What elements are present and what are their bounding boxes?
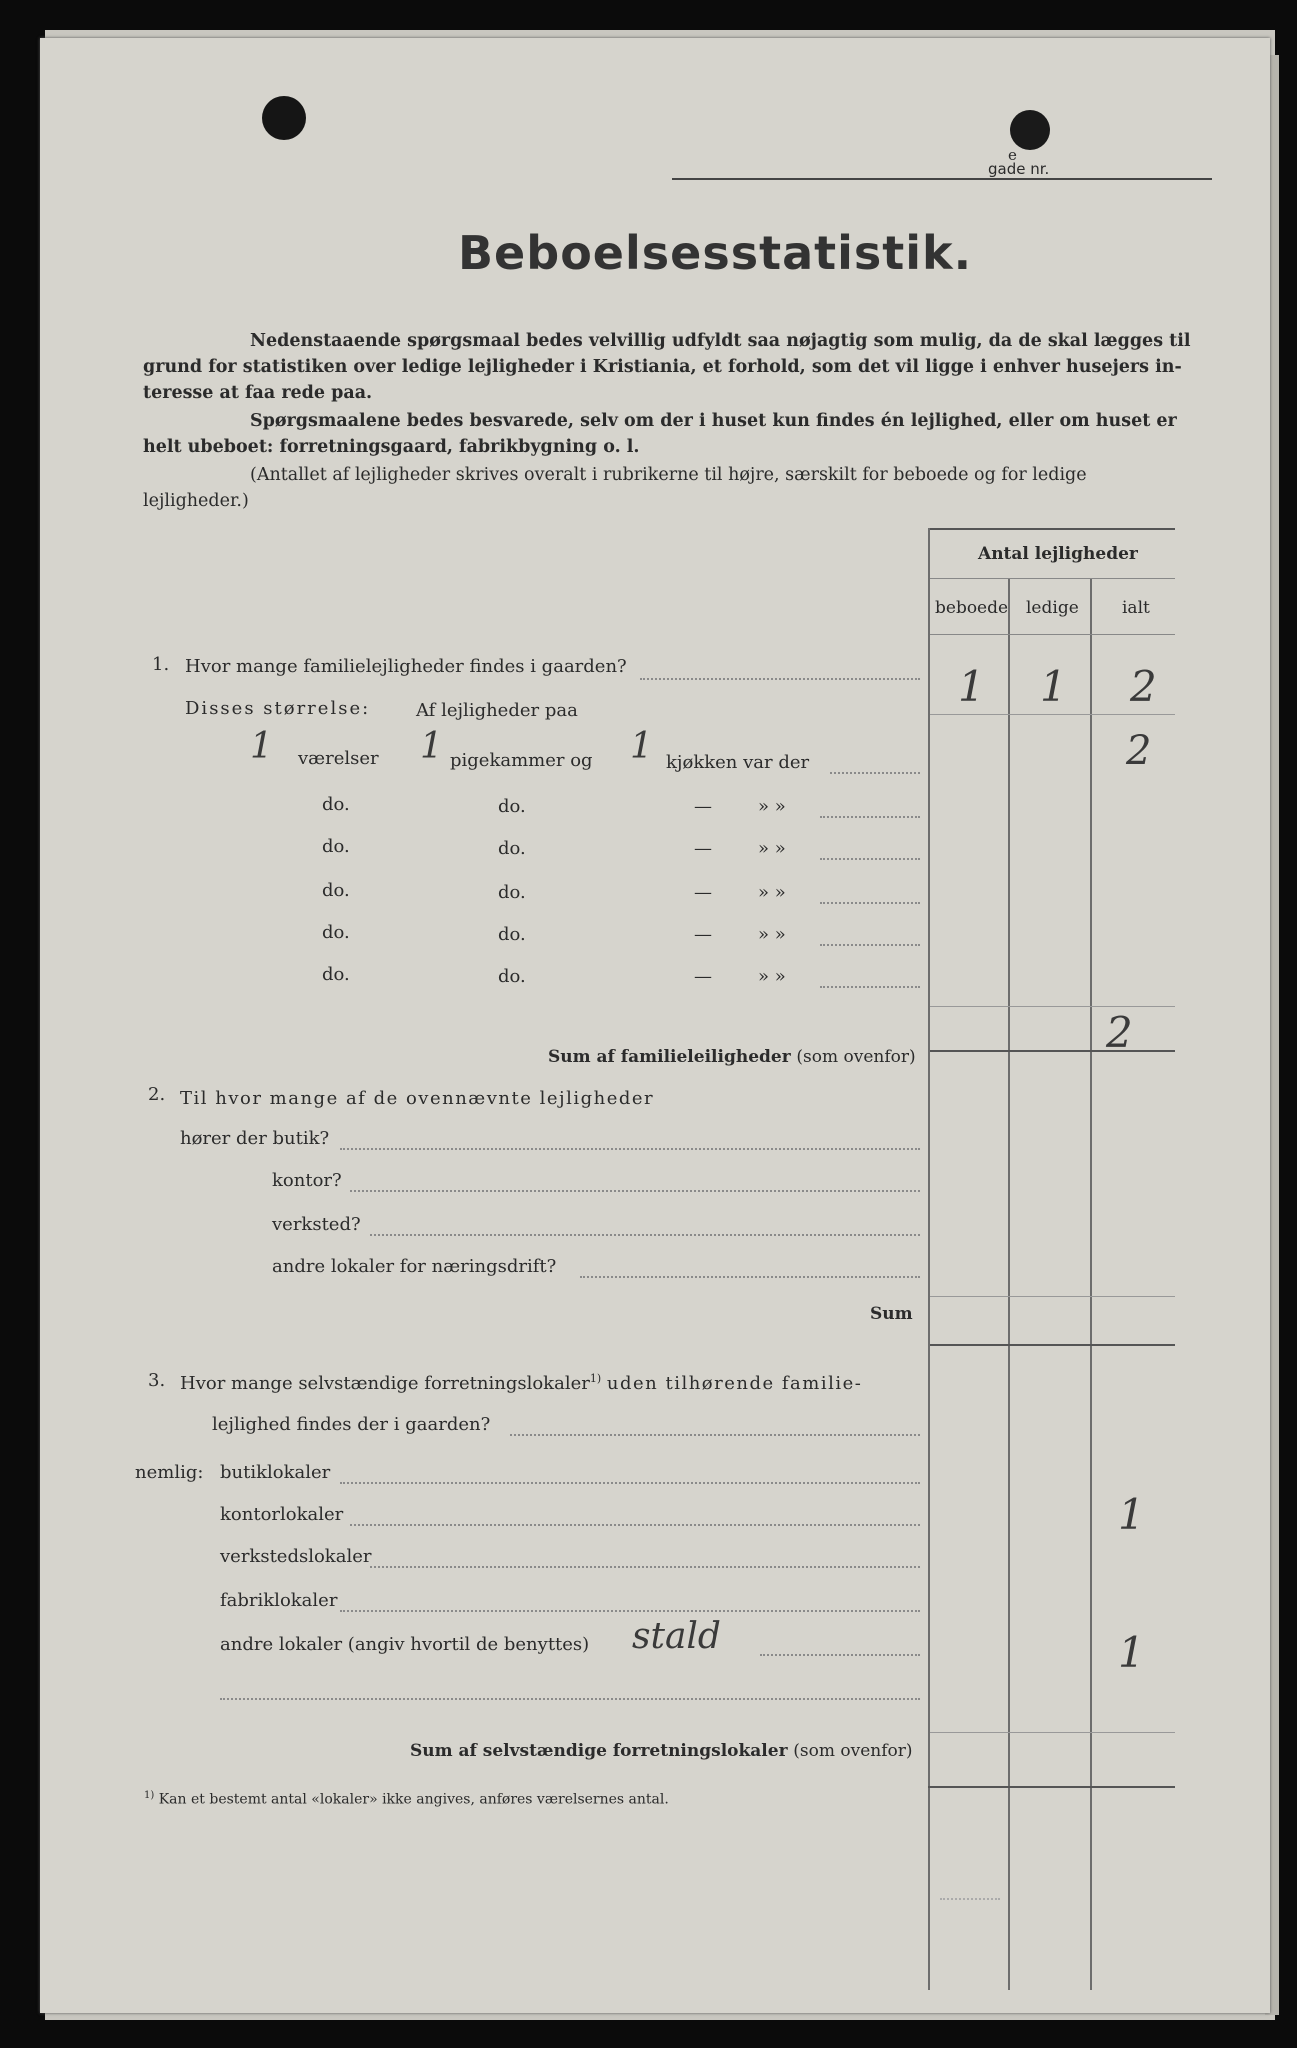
q3-sum-suffix: (som ovenfor) [793, 1741, 913, 1761]
q3-butik-leader [340, 1482, 920, 1484]
q3-fabrik-leader [340, 1610, 920, 1612]
intro-line-1: Nedenstaaende spørgsmaal bedes velvillig udfyldt saa nøjagtig som mulig, da de skal lægges til [250, 331, 1191, 351]
do-row6-quote: » » [758, 966, 786, 987]
q2-sum: Sum [870, 1304, 913, 1324]
do-row6-b: do. [498, 966, 526, 987]
q3-butik: butiklokaler [220, 1462, 331, 1483]
size-row1-ialt[interactable]: 2 [1126, 728, 1152, 774]
do-row5-b: do. [498, 924, 526, 945]
do-row2-quote: » » [758, 796, 786, 817]
q1-sum-text: Sum af familieleiligheder [548, 1047, 791, 1067]
q1-sizes-sub: Af lejligheder paa [416, 700, 578, 721]
q3-verksted: verkstedslokaler [220, 1546, 372, 1567]
q1-leader [640, 678, 920, 680]
table-title: Antal lejligheder [978, 544, 1138, 564]
column-header-beboede: beboede [935, 598, 1009, 618]
q3-question-line2: lejlighed findes der i gaarden? [212, 1414, 491, 1435]
q1-question: Hvor mange familielejligheder findes i gaarden? [185, 656, 627, 677]
intro-line-7: lejligheder.) [143, 491, 249, 511]
q3-kontor-ialt[interactable]: 1 [1118, 1490, 1145, 1539]
intro-line-3: teresse at faa rede paa. [143, 383, 373, 403]
q3-sum-bottom-rule [928, 1786, 1175, 1788]
q1-sizes-label: Disses størrelse: [185, 698, 371, 719]
q2-kontor: kontor? [272, 1170, 342, 1191]
do-row6-a: do. [322, 964, 350, 985]
q2-verksted-leader [370, 1234, 920, 1236]
size-rooms-label: værelser [298, 748, 379, 769]
do-row5-a: do. [322, 922, 350, 943]
q2-andre-leader [580, 1276, 920, 1278]
do-leader-2 [820, 816, 920, 818]
q1-answer-ledige[interactable]: 1 [1040, 662, 1067, 711]
do-row2-b: do. [498, 796, 526, 817]
footnote-mark: 1) [144, 1790, 155, 1801]
q1-sum-top-rule [930, 1006, 1175, 1007]
header-bottom-rule [930, 634, 1175, 635]
q3-question-text: Hvor mange selvstændige forretningslokaler [180, 1373, 590, 1394]
q3-andre-leader [760, 1654, 920, 1656]
q1-sum-suffix: (som ovenfor) [796, 1047, 916, 1067]
do-row3-b: do. [498, 838, 526, 859]
form-page [40, 38, 1270, 2013]
do-row4-a: do. [322, 880, 350, 901]
q2-butik: hører der butik? [180, 1128, 330, 1149]
size-row1-leader [830, 772, 920, 774]
q3-kontor: kontorlokaler [220, 1504, 344, 1525]
do-row5-dash: — [694, 924, 712, 945]
q3-extra-leader [220, 1698, 920, 1700]
q3-question-text-b: uden tilhørende familie- [606, 1373, 863, 1394]
address-line [672, 178, 1212, 180]
q1-sum-ialt[interactable]: 2 [1106, 1008, 1133, 1057]
do-row2-a: do. [322, 794, 350, 815]
column-header-ledige: ledige [1026, 598, 1079, 618]
do-leader-3 [820, 858, 920, 860]
q2-sum-top-rule [930, 1296, 1175, 1297]
q1-sum-bottom-rule [930, 1050, 1175, 1052]
q1-number: 1. [152, 654, 170, 675]
q3-andre-answer[interactable]: stald [632, 1616, 721, 1657]
intro-line-2: grund for statistiken over ledige lejligheder i Kristiania, et forhold, som det vil ligge i enhver husejers in- [143, 357, 1182, 377]
q3-verksted-leader [370, 1566, 920, 1568]
q2-verksted: verksted? [272, 1214, 361, 1235]
intro-line-6: (Antallet af lejligheder skrives overalt i rubrikerne til højre, særskilt for beboede og for ledige [250, 465, 1087, 485]
q2-butik-leader [340, 1148, 920, 1150]
q3-andre: andre lokaler (angiv hvortil de benyttes) [220, 1634, 590, 1655]
q2-number: 2. [148, 1084, 166, 1105]
column-header-ialt: ialt [1122, 598, 1150, 618]
do-row4-quote: » » [758, 882, 786, 903]
do-row3-quote: » » [758, 838, 786, 859]
do-row4-dash: — [694, 882, 712, 903]
q2-question: Til hvor mange af de ovennævnte lejligheder [180, 1088, 655, 1109]
street-label: gade nr. [988, 160, 1050, 178]
size-kitchen-answer[interactable]: 1 [630, 726, 653, 767]
do-row3-a: do. [322, 836, 350, 857]
do-row6-dash: — [694, 966, 712, 987]
q3-kontor-leader [350, 1524, 920, 1526]
col-divider-2 [1090, 578, 1092, 1990]
page-title: Beboelsesstatistik. [458, 226, 973, 280]
size-rooms-answer[interactable]: 1 [250, 726, 273, 767]
q1-sum-label [548, 1046, 916, 1067]
q1-answer-ialt[interactable]: 2 [1130, 662, 1157, 711]
q3-sum-label [410, 1740, 913, 1761]
q3-question-line1 [180, 1372, 862, 1394]
q2-kontor-leader [350, 1190, 920, 1192]
q3-line2-leader [510, 1434, 920, 1436]
size-maid-answer[interactable]: 1 [420, 726, 443, 767]
intro-line-5: helt ubeboet: forretningsgaard, fabrikbygning o. l. [143, 437, 640, 457]
do-row3-dash: — [694, 838, 712, 859]
footnote-text: Kan et bestemt antal «lokaler» ikke angives, anføres værelsernes antal. [158, 1791, 669, 1808]
q3-number: 3. [148, 1370, 166, 1391]
size-kitchen-label: kjøkken var der [666, 752, 810, 773]
q3-andre-ialt[interactable]: 1 [1118, 1628, 1145, 1677]
q3-fabrik: fabriklokaler [220, 1590, 338, 1611]
q3-footnote-mark: 1) [589, 1372, 602, 1385]
punch-hole-left [262, 96, 306, 140]
q3-sum-text: Sum af selvstændige forretningslokaler [410, 1741, 788, 1761]
q2-andre: andre lokaler for næringsdrift? [272, 1256, 557, 1277]
q2-sum-bottom-rule [930, 1344, 1175, 1346]
do-row4-b: do. [498, 882, 526, 903]
punch-hole-right [1010, 110, 1050, 150]
col-guide-beboede [940, 1898, 1000, 1900]
size-maid-label: pigekammer og [450, 750, 593, 771]
table-left-border [928, 528, 930, 1990]
header-divider [930, 578, 1175, 579]
do-leader-6 [820, 986, 920, 988]
do-leader-4 [820, 902, 920, 904]
q3-nemlig: nemlig: [135, 1462, 204, 1483]
table-top-rule [930, 528, 1175, 530]
house-number-suffix: e [1008, 146, 1017, 164]
q1-row-rule [930, 714, 1175, 715]
do-leader-5 [820, 944, 920, 946]
col-divider-1 [1008, 578, 1010, 1990]
intro-line-4: Spørgsmaalene bedes besvarede, selv om der i huset kun findes én lejlighed, eller om huset er [250, 411, 1177, 431]
q1-answer-beboede[interactable]: 1 [958, 662, 985, 711]
do-row2-dash: — [694, 796, 712, 817]
footnote [144, 1790, 669, 1808]
do-row5-quote: » » [758, 924, 786, 945]
q3-sum-top-rule [930, 1732, 1175, 1733]
